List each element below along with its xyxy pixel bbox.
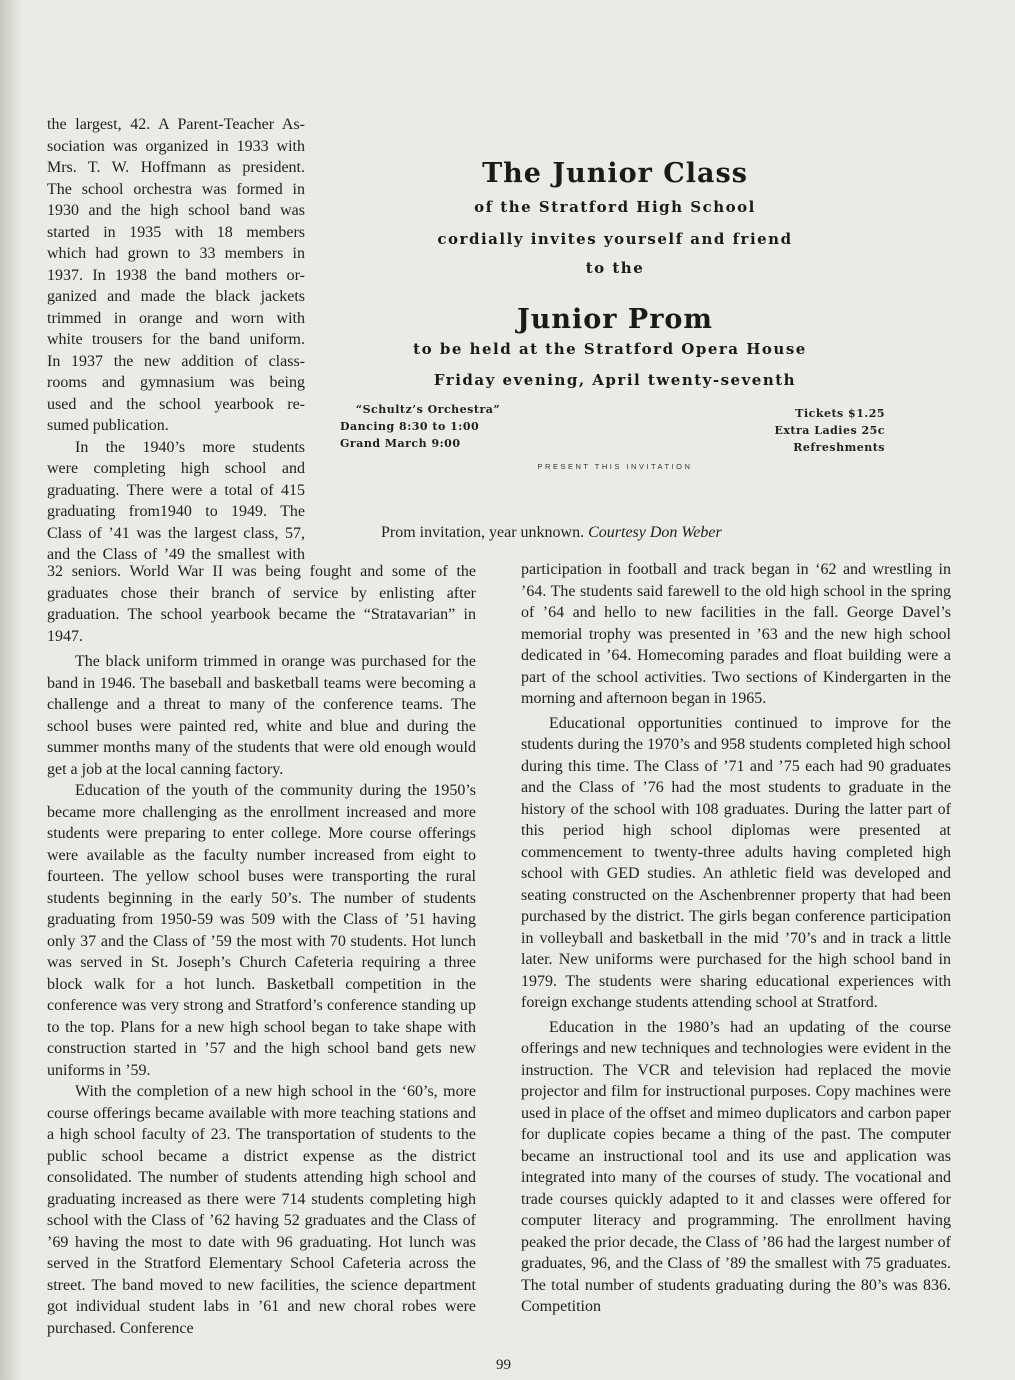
invitation-orchestra: “Schultz’s Orchestra” (355, 403, 501, 416)
left-column-top (47, 114, 305, 566)
invitation-title: The Junior Class (482, 158, 748, 189)
text-line: ganized and made the black jackets (47, 288, 305, 305)
invitation-line-venue: to be held at the Stratford Opera House (413, 340, 807, 358)
invitation-line-date: Friday evening, April twenty-seventh (433, 371, 797, 389)
text-line: Class of ’41 was the largest class, 57, (47, 524, 305, 542)
invitation-tickets: Tickets $1.25 (795, 407, 885, 420)
invitation-grand-march: Grand March 9:00 (340, 437, 461, 450)
text-line: white trousers for the band uniform. (47, 331, 305, 348)
text-line: graduating from1940 to 1949. The (47, 503, 305, 520)
text-line: the largest, 42. A Parent-Teacher As- (47, 116, 305, 133)
text-line: In the 1940’s more students (75, 438, 305, 456)
figure-caption (381, 524, 722, 542)
text-line: The school orchestra was formed in (47, 180, 305, 198)
body-paragraph: Education of the youth of the community during the 1950’s became more challenging as the enrollment increased and more students were preparing to enter college. More course offerings were available as the faculty number increased from eight to fourteen. The yellow school buses were transporting the rural students beginning in the early 50’s. The number of students graduating from 1950-59 was 509 with the Class of ’51 having only 37 and the Class of ’59 the most with 70 students. Hot lunch was served in St. Joseph’s Church Cafeteria requiring a three block walk for a hot lunch. Basketball competition in the conference was very strong and Stratford’s conference standing up to the top. Plans for a new high school began to take shape with construction started in ’57 and the high school band gets new uniforms in ’59. (47, 782, 476, 1079)
text-line: used and the school yearbook re- (47, 395, 305, 413)
page-number: 99 (496, 1357, 511, 1373)
invitation-refreshments: Refreshments (793, 441, 885, 454)
text-line: 1937. In 1938 the band mothers or- (47, 266, 305, 284)
body-paragraph: The black uniform trimmed in orange was purchased for the band in 1946. The baseball and basketball teams were becoming a challenge and a threat to many of the conference teams. The school buses were painted red, white and blue and during the summer months many of the students that were old enough would get a job at the local canning factory. (47, 653, 476, 778)
invitation-prom-title: Junior Prom (516, 304, 714, 335)
body-paragraph: participation in football and track began in ‘62 and wrestling in ’64. The students said farewell to the old high school in the spring of ’64 and hello to new facilities in the fall. George Davel’s memorial trophy was presented in ’63 and the new high school dedicated in ’64. Homecoming parades and float building were a part of the school activities. Two sections of Kindergarten in the morning and afternoon began in 1965. (521, 561, 951, 707)
text-line: sumed publication. (47, 417, 169, 434)
text-line: rooms and gymnasium was being (47, 374, 305, 391)
text-line: graduating. There were a total of 415 (47, 481, 305, 499)
body-paragraph: Education in the 1980’s had an updating of the course offerings and new techniques and technologies were evident in the instruction. The VCR and television had replaced the movie projector and film for instructional purposes. Copy machines were used in place of the offset and mimeo duplicators and carbon paper for duplicate copies became a thing of the past. The computer became an instructional tool and its use and application was integrated into many of the courses of study. The vocational and trade courses quickly adapted to it and classes were offered for computer literacy and programming. The enrollment having peaked the prior decade, the Class of ’86 had the largest number of graduates, 96, and the Class of ’89 the smallest with 75 graduates. The total number of students graduating during the 80’s was 836. Competition (521, 1018, 951, 1315)
page-gutter-shadow (0, 0, 22, 1380)
invitation-line-to-the: to the (585, 259, 645, 277)
right-column (521, 559, 951, 1318)
text-line: and the Class of ’49 the smallest with (47, 546, 305, 563)
text-line: sociation was organized in 1933 with (47, 137, 305, 155)
body-paragraph: With the completion of a new high school in the ‘60’s, more course offerings became available with more teaching stations and a high school faculty of 23. The transportation of students to the public school became a district expense as the district consolidated. The number of students attending high school and graduating increased as there were 714 students completing high school with the Class of ’62 having 52 graduates and the Class of ’69 having the most to date with 96 graduating. Hot lunch was served in the Stratford Elementary School Cafeteria across the street. The band moved to new facilities, the science department got individual student labs in ’61 and new choral robes were purchased. Conference (47, 1083, 476, 1337)
text-line: 1930 and the high school band was (47, 202, 305, 219)
caption-credit: Courtesy Don Weber (588, 524, 722, 541)
text-line: were completing high school and (47, 460, 305, 477)
text-line: which had grown to 33 members in (47, 245, 305, 262)
invitation-line-invites: cordially invites yourself and friend (437, 230, 793, 248)
text-line: started in 1935 with 18 members (47, 223, 305, 241)
body-paragraph: Educational opportunities continued to improve for the students during the 1970’s and 958 students completed high school during this time. The Class of ’71 and ’75 each had 90 graduates and the Class of ’76 had the most students to graduate in the history of the school with 108 graduates. During the latter part of this period high school diplomas were presented at commencement to twenty-three adults having completed high school with GED studies. An athletic field was developed and seating constructed on the Aschenbrenner property that had been purchased by the district. The girls began conference participation in volleyball and basketball in the mid ’70’s and in track a little later. New uniforms were purchased for the high school band in 1979. The students were sharing educational experiences with foreign exchange students attending school at Stratford. (521, 714, 951, 1011)
text-line: trimmed in orange and worn with (47, 309, 305, 327)
text-line: Mrs. T. W. Hoffmann as president. (47, 159, 305, 176)
prom-invitation (315, 150, 915, 480)
left-column-bottom (47, 561, 476, 1339)
invitation-dancing-time: Dancing 8:30 to 1:00 (340, 420, 480, 433)
text-line: In 1937 the new addition of class- (47, 352, 305, 370)
invitation-extra-ladies: Extra Ladies 25c (774, 424, 885, 437)
caption-text: Prom invitation, year unknown. (381, 524, 585, 541)
body-paragraph: 32 seniors. World War II was being fought and some of the graduates chose their branch of service by enlisting after graduation. The school yearbook became the “Stratavarian” in 1947. (47, 563, 476, 645)
invitation-present-note: PRESENT THIS INVITATION (537, 462, 693, 471)
invitation-line-school: of the Stratford High School (474, 198, 756, 216)
